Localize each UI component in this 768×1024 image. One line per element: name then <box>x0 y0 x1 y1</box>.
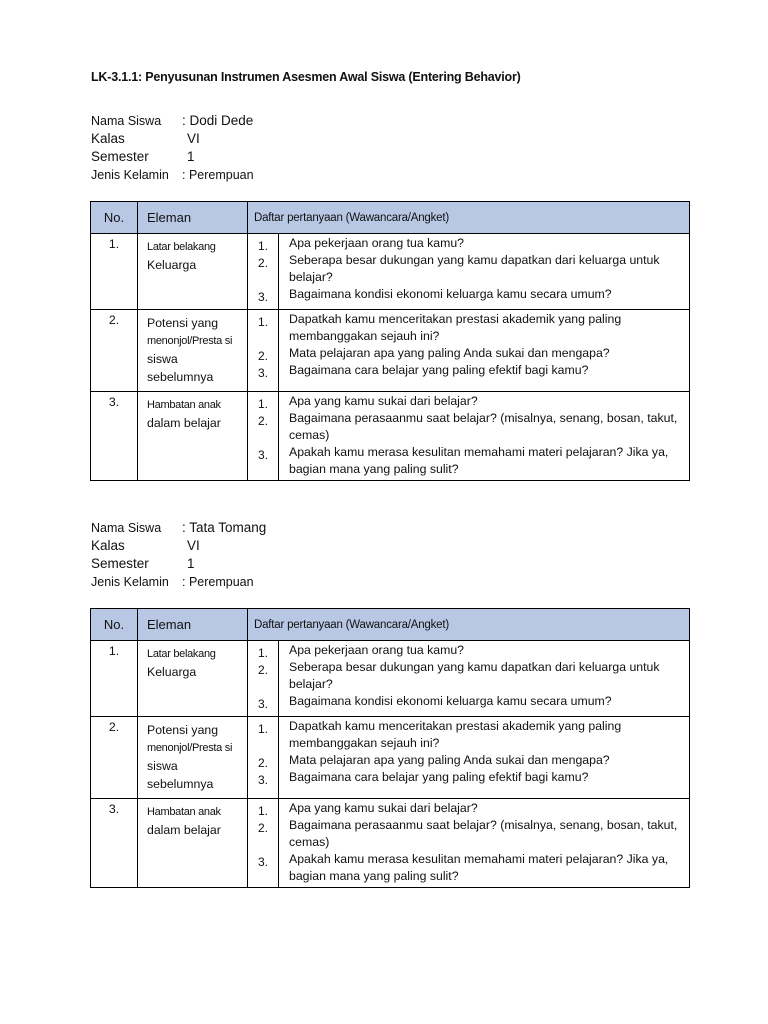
row-number: 3. <box>91 799 138 888</box>
value-jenis-kelamin: : Perempuan <box>182 168 254 182</box>
questions-cell <box>279 234 690 310</box>
question-numbers <box>248 310 279 392</box>
table-header-row <box>91 202 690 234</box>
question-text: Dapatkah kamu menceritakan prestasi akademik yang paling membanggakan sejauh ini? <box>289 719 622 750</box>
question-text: Apakah kamu merasa kesulitan memahami materi pelajaran? Jika ya, bagian mana yang paling sulit? <box>289 852 669 883</box>
row-number: 2. <box>91 310 138 392</box>
header-daftar-pertanyaan: Daftar pertanyaan (Wawancara/Angket) <box>248 202 690 234</box>
question-number: 1. <box>257 646 268 660</box>
question-text: Apakah kamu merasa kesulitan memahami materi pelajaran? Jika ya, bagian mana yang paling sulit? <box>289 445 669 476</box>
table-row <box>91 392 690 481</box>
value-jenis-kelamin: : Perempuan <box>182 575 254 589</box>
question-number: 1. <box>257 397 268 411</box>
question-number: 3. <box>257 773 268 787</box>
question-text: Mata pelajaran apa yang paling Anda sukai dan mengapa? <box>289 753 610 767</box>
eleman-cell <box>138 310 248 392</box>
eleman-line: Latar belakang <box>147 241 216 253</box>
question-text: Bagaimana kondisi ekonomi keluarga kamu secara umum? <box>289 694 612 708</box>
eleman-cell <box>138 392 248 481</box>
header-no: No. <box>91 609 138 641</box>
questions-cell <box>279 392 690 481</box>
question-number <box>248 331 278 348</box>
value-nama-siswa: : Dodi Dede <box>182 113 254 128</box>
question-number: 3. <box>257 697 268 711</box>
question-number: 1. <box>257 315 268 329</box>
questions-cell <box>279 799 690 888</box>
question-text: Bagaimana perasaanmu saat belajar? (misalnya, senang, bosan, takut, cemas) <box>289 411 678 442</box>
row-number: 1. <box>91 234 138 310</box>
header-eleman: Eleman <box>138 609 248 641</box>
eleman-line: dalam belajar <box>147 416 221 430</box>
table-row <box>91 234 690 310</box>
table-header-row <box>91 609 690 641</box>
question-number: 2. <box>257 414 268 428</box>
question-number: 3. <box>257 855 268 869</box>
value-semester: 1 <box>187 556 195 571</box>
label-jenis-kelamin: Jenis Kelamin <box>91 575 169 589</box>
question-numbers <box>248 234 279 310</box>
eleman-line: Keluarga <box>147 665 197 679</box>
question-text: Apa yang kamu sukai dari belajar? <box>289 801 478 815</box>
table-row <box>91 717 690 799</box>
questions-cell <box>279 310 690 392</box>
question-text: Bagaimana perasaanmu saat belajar? (misalnya, senang, bosan, takut, cemas) <box>289 818 678 849</box>
eleman-line: Potensi yang <box>147 316 219 330</box>
table-row <box>91 799 690 888</box>
question-number: 2. <box>257 349 268 363</box>
eleman-line: Potensi yang <box>147 723 219 737</box>
question-number: 3. <box>257 366 268 380</box>
question-text: Bagaimana kondisi ekonomi keluarga kamu secara umum? <box>289 287 612 301</box>
question-text: Seberapa besar dukungan yang kamu dapatkan dari keluarga untuk belajar? <box>289 660 660 691</box>
question-text: Apa yang kamu sukai dari belajar? <box>289 394 478 408</box>
label-nama-siswa: Nama Siswa <box>91 114 162 128</box>
question-number <box>248 738 278 755</box>
question-number <box>248 430 278 447</box>
label-semester: Semester <box>91 149 149 164</box>
question-number: 1. <box>257 722 268 736</box>
question-numbers <box>248 641 279 717</box>
header-no: No. <box>91 202 138 234</box>
eleman-cell <box>138 641 248 717</box>
value-kelas: VI <box>187 131 200 146</box>
document-title: LK-3.1.1: Penyusunan Instrumen Asesmen Awal Siswa (Entering Behavior) <box>91 70 521 84</box>
row-number: 2. <box>91 717 138 799</box>
value-nama-siswa: : Tata Tomang <box>182 520 267 535</box>
question-number <box>248 837 278 854</box>
question-number: 2. <box>257 256 268 270</box>
eleman-line: dalam belajar <box>147 823 221 837</box>
eleman-line: Latar belakang <box>147 648 216 660</box>
question-text: Bagaimana cara belajar yang paling efektif bagi kamu? <box>289 770 589 784</box>
question-text: Dapatkah kamu menceritakan prestasi akademik yang paling membanggakan sejauh ini? <box>289 312 622 343</box>
row-number: 1. <box>91 641 138 717</box>
question-number <box>248 272 278 289</box>
question-numbers <box>248 799 279 888</box>
table-row <box>91 310 690 392</box>
label-kelas: Kalas <box>91 131 125 146</box>
eleman-line: Keluarga <box>147 258 197 272</box>
question-number: 1. <box>257 804 268 818</box>
eleman-line: sebelumnya <box>147 777 214 791</box>
eleman-line: menonjol/Presta si <box>147 335 233 347</box>
question-number: 3. <box>257 290 268 304</box>
header-eleman: Eleman <box>138 202 248 234</box>
question-text: Apa pekerjaan orang tua kamu? <box>289 643 465 657</box>
eleman-line: siswa <box>147 759 178 773</box>
eleman-cell <box>138 799 248 888</box>
eleman-line: menonjol/Presta si <box>147 742 233 754</box>
question-table-1 <box>90 201 690 481</box>
label-nama-siswa: Nama Siswa <box>91 521 162 535</box>
label-kelas: Kalas <box>91 538 125 553</box>
question-text: Seberapa besar dukungan yang kamu dapatkan dari keluarga untuk belajar? <box>289 253 660 284</box>
question-number: 2. <box>257 663 268 677</box>
value-kelas: VI <box>187 538 200 553</box>
question-numbers <box>248 717 279 799</box>
label-semester: Semester <box>91 556 149 571</box>
question-numbers <box>248 392 279 481</box>
question-number: 2. <box>257 821 268 835</box>
questions-cell <box>279 641 690 717</box>
question-text: Mata pelajaran apa yang paling Anda sukai dan mengapa? <box>289 346 610 360</box>
question-number <box>248 679 278 696</box>
question-text: Bagaimana cara belajar yang paling efektif bagi kamu? <box>289 363 589 377</box>
eleman-cell <box>138 717 248 799</box>
question-text: Apa pekerjaan orang tua kamu? <box>289 236 465 250</box>
question-number: 1. <box>257 239 268 253</box>
question-number: 2. <box>257 756 268 770</box>
eleman-line: Hambatan anak <box>147 806 221 818</box>
eleman-line: sebelumnya <box>147 370 214 384</box>
eleman-line: Hambatan anak <box>147 399 221 411</box>
question-number: 3. <box>257 448 268 462</box>
table-row <box>91 641 690 717</box>
eleman-cell <box>138 234 248 310</box>
header-daftar-pertanyaan: Daftar pertanyaan (Wawancara/Angket) <box>248 609 690 641</box>
questions-cell <box>279 717 690 799</box>
label-jenis-kelamin: Jenis Kelamin <box>91 168 169 182</box>
value-semester: 1 <box>187 149 195 164</box>
row-number: 3. <box>91 392 138 481</box>
question-table-2 <box>90 608 690 888</box>
eleman-line: siswa <box>147 352 178 366</box>
